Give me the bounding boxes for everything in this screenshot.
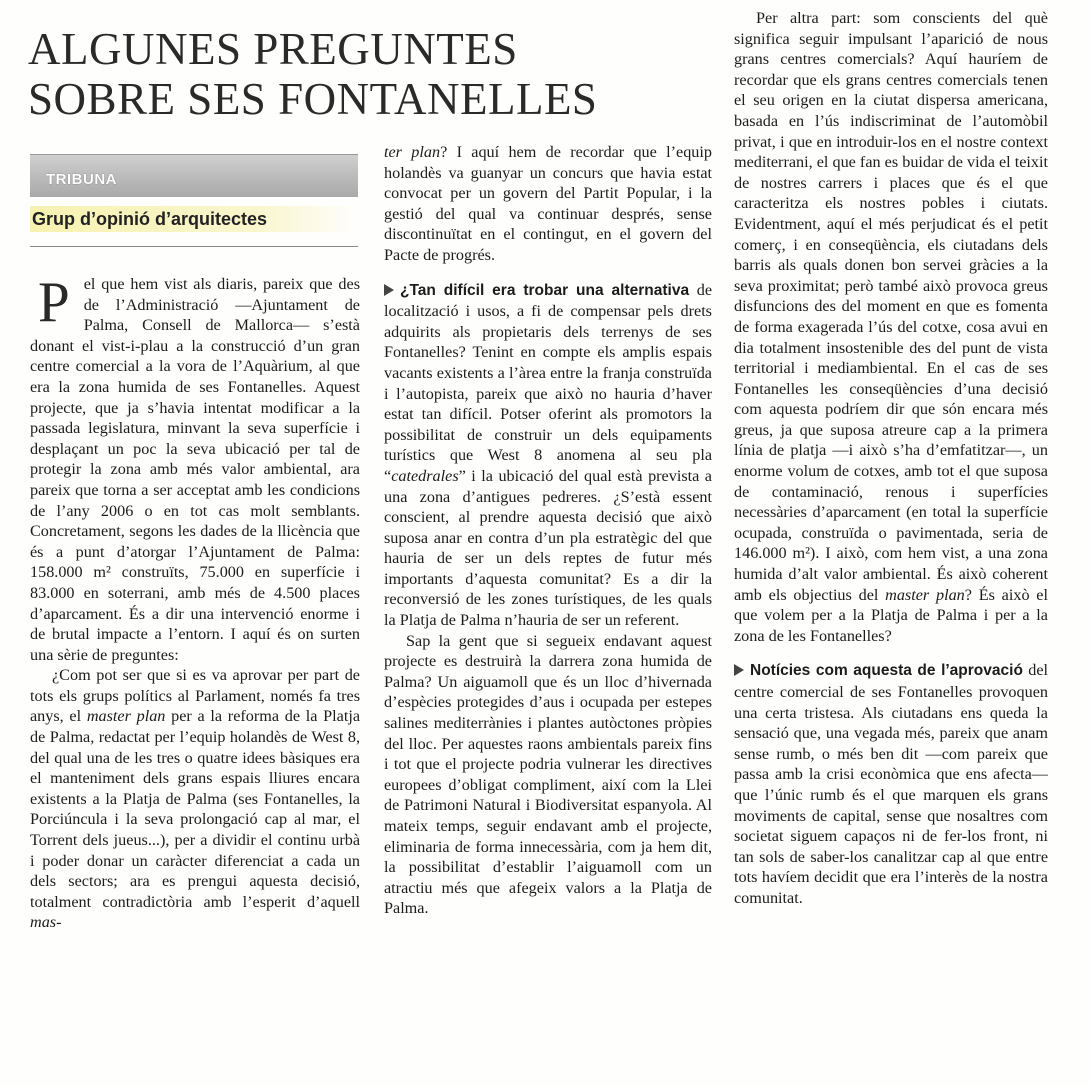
emphasis-text: mas- <box>30 913 62 932</box>
paragraph <box>384 631 712 919</box>
emphasis-text: catedrales <box>391 466 459 485</box>
subhead-text: ¿Tan difícil era trobar una alternativa <box>400 281 690 299</box>
subhead <box>384 282 689 299</box>
subhead <box>734 662 1023 679</box>
paragraph-text: Per altra part: som conscients del què significa seguir impulsant l’aparició de nous grans centres comercials? Aquí hauríem de recordar que els grans centres comercials tenen el seu origen en la ciutat dispersa americana, basada en l’ús indiscriminat de l’automòbil privat, i que en introduir-los en el nostre context mediterrani, el que fan es buidar de vida el teixit de nostres carrers i places que és el que caracteritza els nostres pobles i ciutats. Evidentment, aquí el més perjudicat és el petit comerç, i en conseqüència, els ciutadans dels barris als quals donen bon servei gràcies a la seva proximitat; però també això provoca greus disfuncions des del moment en que es fomenta de forma exagerada l’ús del cotxe, cosa avui en dia totalment insostenible des del punt de vista territorial i mediambiental. En el cas de ses Fontanelles les conseqüències d’una decisió com aquesta podríem dir que són encara més greus, ja que suposa atreure cap a la primera línia de platja —i això s’ha d’emfatitzar—, un enorme volum de cotxes, amb tot el que suposa de contaminació, renous i superfícies necessàries d’aparcament (en total la superfície ocupada, construïda o pavimentada, seria de 146.000 m²). I això, com hem vist, a una zona humida d’alt valor ambiental. És això coherent amb els objectius del <box>734 9 1048 604</box>
column-1 <box>30 271 361 933</box>
paragraph <box>734 8 1048 646</box>
byline: Grup d’opinió d’arquitectes <box>30 206 358 232</box>
triangle-bullet-icon <box>734 664 744 676</box>
paragraph <box>384 280 712 631</box>
subhead-text: Notícies com aquesta de l’aprovació <box>750 662 1023 680</box>
paragraph <box>30 271 360 665</box>
paragraph-text: ¿Com pot ser que si es va aprovar per part de tots els grups polítics al Parlament, només fa tres anys, el <box>30 666 360 726</box>
paragraph-text: del centre comercial de ses Fontanelles provoquen una certa tristesa. Als ciutadans ens queda la sensació que, una vegada més, pareix que anam sense rumb, o més ben dit —com pareix que passa amb la crisi econòmica que ens afecta— que l’únic rumb és el que marquen els grans moviments de capital, sense que nosaltres com societat siguem capaços ni de fer-los front, ni tan sols de saber-los canalitzar cap al que entre tots havíem decidit que era l’interès de la nostra comunitat. <box>734 661 1049 907</box>
paragraph-text: per a la reforma de la Platja de Palma, redactat per l’equip holandès de West 8, del qual una de les tres o quatre idees bàsiques era el manteniment dels grans espais lliures encara existents a la Platja de Palma (ses Fontanelles, la Porciúncula i la seva prolongació cap al mar, el Torrent dels jueus...), per a dividir el continu urbà i poder donar un caràcter diferenciat a cada un dels sectors; ara es prengui aquesta decisió, totalment contradictòria amb l’esperit d’aquell <box>30 707 361 911</box>
drop-cap: P <box>38 271 70 334</box>
emphasis-text: master plan <box>885 585 965 604</box>
paragraph-text: de localització i usos, a fi de compensar pels drets adquirits als propietaris dels terrenys de ses Fontanelles? Tenint en compte els amplis espais vacants existents a l’àrea entre la franja construïda i l’autopista, pareix que això no hauria d’haver estat tan difícil. Potser oferint als promotors la possibilitat de construir un dels equipaments turístics que West 8 anomena al seu pla “ <box>384 280 713 485</box>
headline <box>28 24 688 124</box>
spacer <box>734 646 1048 660</box>
paragraph-text: el que hem vist als diaris, pareix que des de l’Administració —Ajuntament de Palma, Consell de Mallorca— s’està donant el vist-i-plau a la construcció d’un gran centre comercial a la vora de l’Aquàrium, al que era la zona humida de ses Fontanelles. Aquest projecte, que ja s’havia intentat modificar a la passada legislatura, minvant la seva superfície i desplaçant un poc la seva ubicació per tal de protegir la zona amb més valor ambiental, ara pareix que torna a ser acceptat amb les condicions de l’any 2006 o en tot cas molt semblants. Concretament, segons les dades de la llicència que és a punt d’atorgar l’Ajuntament de Palma: 158.000 m² construïts, 75.000 en superfície i 83.000 en soterrani, amb més de 4.500 places d’aparcament. És a dir una intervenció enorme i de brutal impacte a l’entorn. I aquí és on surten una sèrie de preguntes: <box>30 275 360 664</box>
triangle-bullet-icon <box>384 284 394 296</box>
section-tag: TRIBUNA <box>46 171 117 188</box>
headline-line-2: SOBRE SES FONTANELLES <box>28 74 598 124</box>
paragraph-text: ” i la ubicació del qual està prevista a una zona d’antigues pedreres. ¿S’està essent conscient, al prendre aquesta decisió que això suposa anar en contra d’un pla estratègic del que hauria de ser un dels reptes de futur més importants d’aquesta comunitat? Es a dir la reconversió de les zones turístiques, de les quals la Platja de Palma n’hauria de ser un referent. <box>384 466 712 630</box>
emphasis-text: master plan <box>86 707 166 726</box>
paragraph <box>30 665 360 933</box>
spacer <box>384 266 712 280</box>
divider <box>30 246 358 247</box>
paragraph-text: ? I aquí hem de recordar que l’equip holandès va guanyar un concurs que havia estat convocat per un govern del Partit Popular, i la gestió del qual va continuar després, sense discontinuïtat en el contingut, en el govern del Pacte de progrés. <box>384 143 712 264</box>
paragraph <box>384 142 712 266</box>
paragraph-text: ? És això el que volem per a la Platja de Palma i per a la zona de les Fontanelles? <box>734 585 1048 645</box>
column-2 <box>384 142 712 919</box>
paragraph <box>734 660 1048 908</box>
paragraph-text: Sap la gent que si segueix endavant aquest projecte es destruirà la darrera zona humida de Palma? Un aiguamoll que és un lloc d’hivernada d’espècies protegides d’aus i ocupada per estepes salines mediterrànies i plantes autòctones pròpies del lloc. Per aquestes raons ambientals pareix fins i tot que el projecte podria vulnerar les directives europees d’obligat compliment, així com la Llei de Patrimoni Natural i Biodiversitat espanyola. Al mateix temps, seguir endavant amb el projecte, eliminaria de forma innecessària, com ja hem dit, la possibilitat d’establir l’aiguamoll com un atractiu més que afegeix valors a la Platja de Palma. <box>384 631 712 918</box>
column-3 <box>734 8 1048 909</box>
emphasis-text: ter plan <box>384 143 441 161</box>
headline-line-1: ALGUNES PREGUNTES <box>28 24 518 74</box>
